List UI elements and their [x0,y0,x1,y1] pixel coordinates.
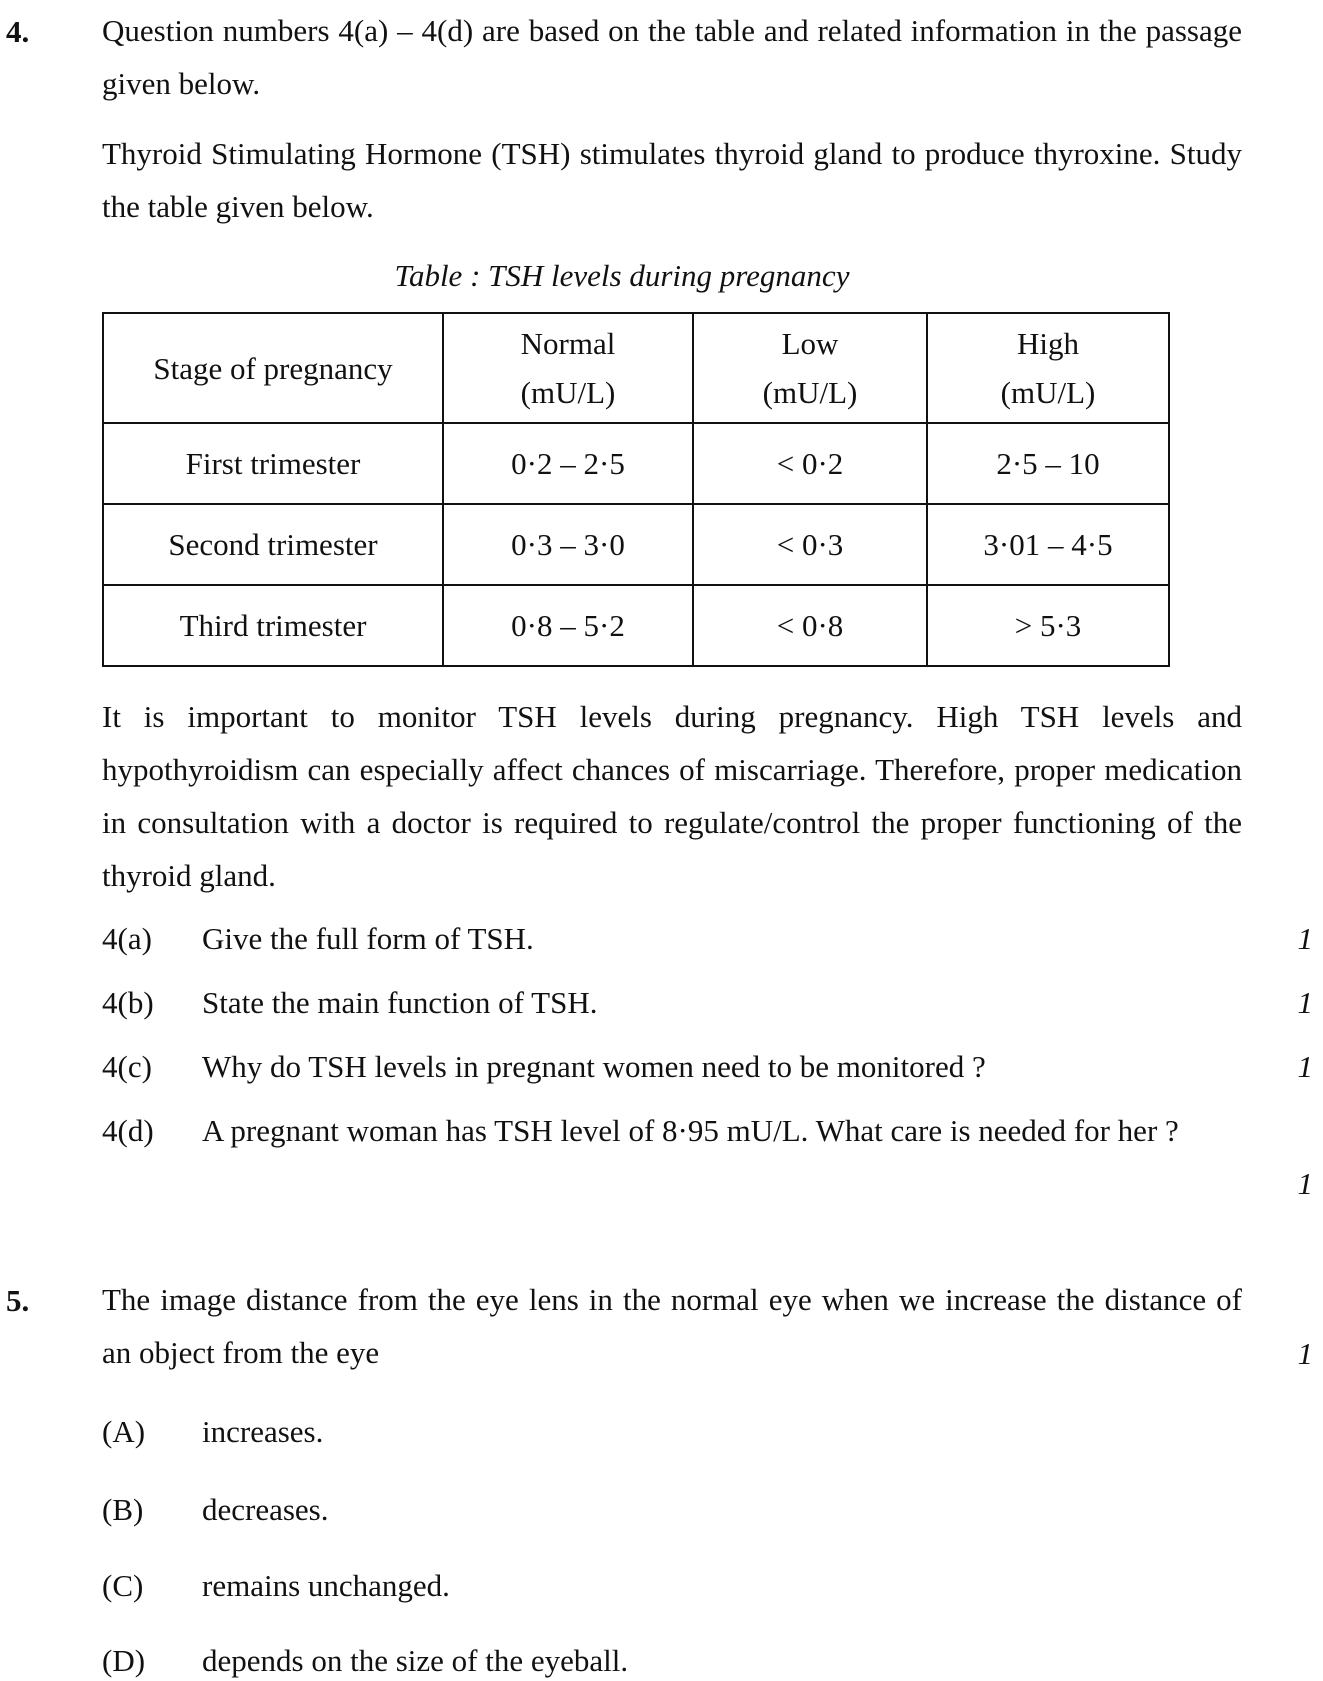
cell-stage: First trimester [103,423,443,504]
option-label: (C) [102,1568,144,1603]
option-label: (B) [102,1492,144,1527]
table-caption: Table : TSH levels during pregnancy [394,258,850,293]
subquestion-text: Give the full form of TSH. [202,921,534,956]
header-normal [443,313,693,423]
question-4-passage-1: Thyroid Stimulating Hormone (TSH) stimulates thyroid gland to produce thyroxine. Study the table given below. [102,136,1242,224]
header-stage-label: Stage of pregnancy [153,350,393,386]
question-5-marks: 1 [1297,1336,1313,1371]
header-high [927,313,1169,423]
option-label: (A) [102,1414,146,1449]
table-row [103,504,1169,585]
subquestion-marks: 1 [1297,921,1313,956]
option-text: remains unchanged. [202,1568,450,1603]
question-5-text: The image distance from the eye lens in the normal eye when we increase the distance of an object from the eye [102,1282,1242,1370]
cell-normal: 0·8 – 5·2 [443,585,693,666]
tsh-levels-table [102,312,1170,667]
cell-low: < 0·3 [693,504,927,585]
question-4-intro: Question numbers 4(a) – 4(d) are based on the table and related information in the passage given below. [102,13,1242,101]
header-low [693,313,927,423]
option-text: increases. [202,1414,324,1449]
header-high-label: High [1017,326,1079,361]
table-row [103,585,1169,666]
subquestion-label: 4(d) [102,1113,154,1148]
header-stage [103,313,443,423]
header-normal-unit: (mU/L) [520,375,616,410]
subquestion-marks: 1 [1297,985,1313,1020]
cell-high: > 5·3 [927,585,1169,666]
header-low-unit: (mU/L) [762,375,858,410]
question-5-number: 5. [6,1283,30,1318]
cell-low: < 0·8 [693,585,927,666]
header-normal-label: Normal [520,326,616,361]
cell-stage: Third trimester [103,585,443,666]
header-high-unit: (mU/L) [1000,375,1096,410]
subquestion-text: State the main function of TSH. [202,985,598,1020]
cell-normal: 0·3 – 3·0 [443,504,693,585]
subquestion-text: A pregnant woman has TSH level of 8·95 mU/L. What care is needed for her ? [202,1113,1179,1148]
subquestion-marks: 1 [1297,1049,1313,1084]
table-row [103,423,1169,504]
subquestion-marks: 1 [1297,1166,1313,1201]
option-text: depends on the size of the eyeball. [202,1643,629,1678]
cell-stage: Second trimester [103,504,443,585]
cell-high: 3·01 – 4·5 [927,504,1169,585]
option-label: (D) [102,1643,146,1678]
question-4-passage-2: It is important to monitor TSH levels during pregnancy. High TSH levels and hypothyroidism can especially affect chances of miscarriage. Therefore, proper medication in consultation with a doctor is required to regulate/control the proper functioning of the thyroid gland. [102,699,1242,893]
cell-low: < 0·2 [693,423,927,504]
cell-normal: 0·2 – 2·5 [443,423,693,504]
subquestion-label: 4(a) [102,921,152,956]
subquestion-label: 4(c) [102,1049,152,1084]
option-text: decreases. [202,1492,329,1527]
subquestion-text: Why do TSH levels in pregnant women need to be monitored ? [202,1049,986,1084]
subquestion-label: 4(b) [102,985,154,1020]
table-header-row [103,313,1169,423]
cell-high: 2·5 – 10 [927,423,1169,504]
question-4-number: 4. [6,14,30,49]
header-low-label: Low [781,326,839,361]
